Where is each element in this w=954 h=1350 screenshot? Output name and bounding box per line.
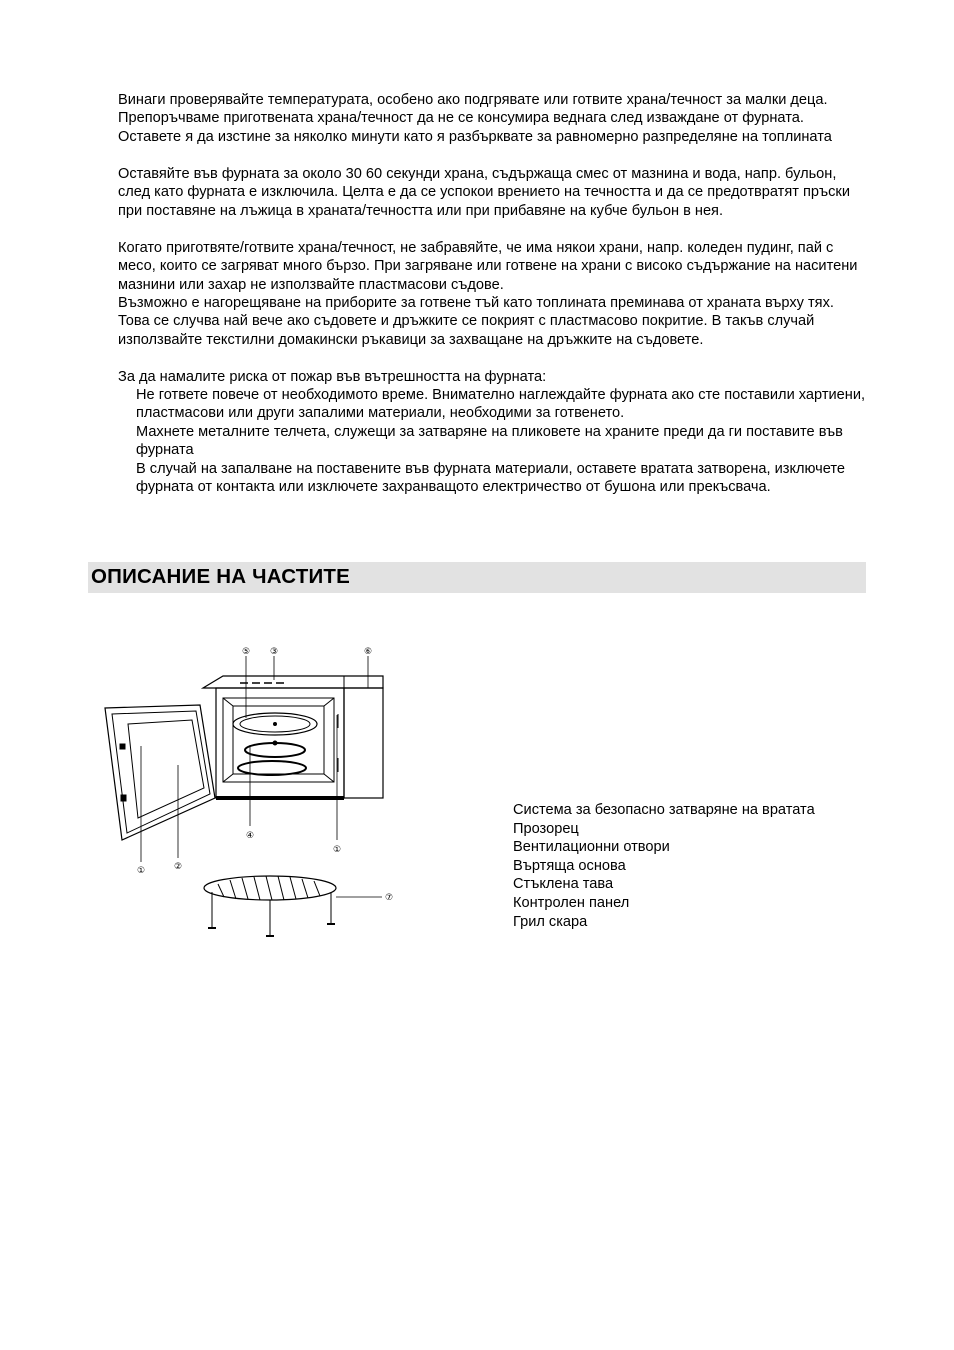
paragraph-hot-utensils: Възможно е нагорещяване на приборите за готвене тъй като топлината преминава от храната върху тях. Това се случва най вече ако съдовете и дръжките се покрият с пластмасово покритие. В такъв случай използвайте текстилни домакински ръкавици за захващане на дръжките на съдовете. — [118, 295, 834, 348]
turntable-base — [238, 761, 306, 775]
oven-body — [203, 676, 383, 798]
subparagraph-cooking-time: Не гответе повече от необходимото време. Внимателно наглеждайте фурната ако сте поставили хартиени, пластмасови или други запалими материали, необходими за готвенето. — [136, 387, 866, 422]
legend-item-door-safety-lock: Система за безопасно затваряне на вратата — [513, 802, 815, 818]
oven-door — [105, 705, 215, 840]
paragraph-fast-heating-foods: Когато приготвяте/готвите храна/течност, не забравяйте, че има някои храни, напр. коледен пудинг, пай с месо, които се загряват много бързо. При загряване или готвене на храни с високо съдържание на наситени мазнини или захар не използвайте пластмасови съдове. — [118, 240, 858, 293]
grill-rack — [204, 876, 336, 936]
microwave-parts-diagram — [100, 640, 400, 950]
subparagraph-fire-action: В случай на запалване на поставените във фурната материали, оставете вратата затворена, изключете фурната от контакта или изключете захранващото електричество от бушона или прекъсвача. — [136, 461, 846, 496]
callout-3: ③ — [269, 647, 279, 657]
callout-4: ④ — [245, 831, 255, 841]
callout-5: ⑤ — [241, 647, 251, 657]
section-title: ОПИСАНИЕ НА ЧАСТИТЕ — [91, 565, 350, 588]
paragraph-boiling-delay: Оставяйте във фурната за около 30 60 секунди храна, съдържаща смес от мазнина и вода, напр. бульон, след като фурната е изключила. Целта е да се успокои врението на течността и да се предотвратят пръски при поставяне на лъжица в храната/течността или при прибавяне на кубче бульон в нея. — [118, 166, 850, 219]
section-heading-bar — [88, 562, 866, 593]
paragraph-fire-risk-intro: За да намалите риска от пожар във вътрешността на фурната: — [118, 369, 547, 385]
legend-item-grill-rack: Грил скара — [513, 913, 588, 930]
callout-1-latch: ① — [332, 845, 342, 855]
legend-item-control-panel: Контролен панел — [513, 894, 630, 911]
legend-item-turntable-base: Въртяща основа — [513, 857, 626, 874]
leader-lines — [141, 656, 382, 897]
callout-7: ⑦ — [384, 893, 394, 903]
legend-item-vents: Вентилационни отвори — [513, 839, 670, 856]
legend-item-window: Прозорец — [513, 820, 579, 837]
callout-6: ⑥ — [363, 647, 373, 657]
legend-item-glass-tray: Стъклена тава — [513, 876, 614, 893]
callout-2: ② — [173, 862, 183, 872]
subparagraph-metal-ties: Махнете металните телчета, служещи за затваряне на пликовете на храните преди да ги поставите във фурната — [136, 424, 843, 459]
paragraph-temperature-check: Винаги проверявайте температурата, особено ако подгрявате или готвите храна/течност за малки деца. Препоръчваме приготвената храна/течност да не се консумира веднага след изваждане от фурната. Оставете я да изстине за няколко минути като я разбърквате за равномерно разпределяне на топлината — [118, 92, 832, 145]
parts-legend — [513, 801, 873, 931]
roller-ring — [245, 741, 305, 757]
callout-1-door: ① — [136, 866, 146, 876]
